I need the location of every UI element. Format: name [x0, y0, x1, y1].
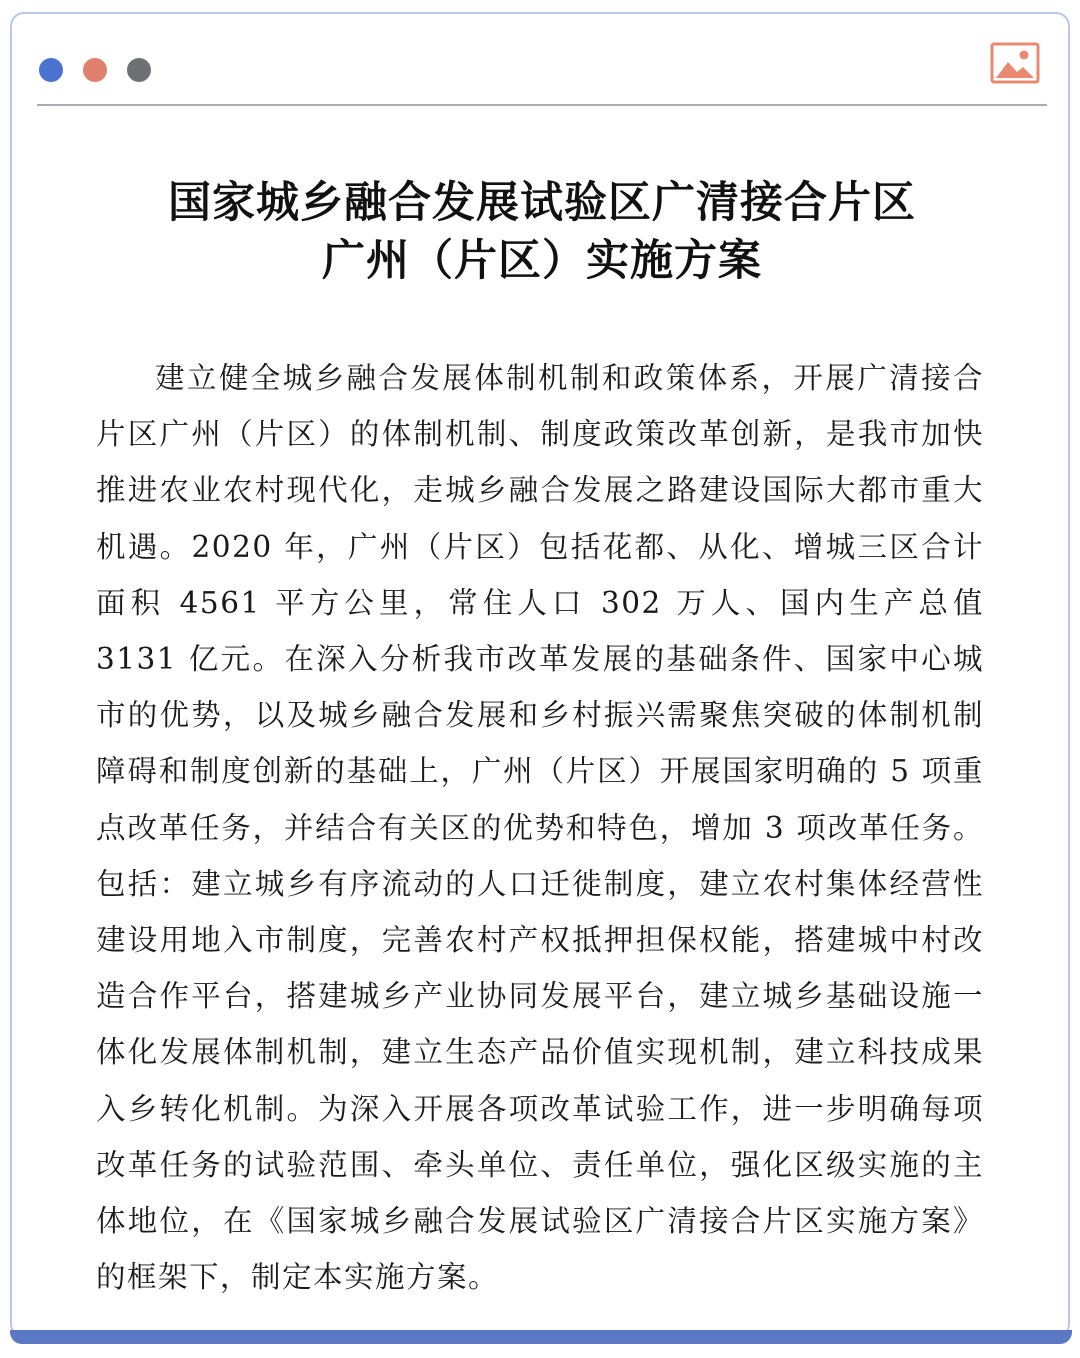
title-line-1: 国家城乡融合发展试验区广清接合片区 — [168, 178, 916, 228]
image-icon — [990, 42, 1040, 84]
window-dots — [39, 58, 151, 82]
document-card — [10, 12, 1070, 1338]
body-paragraph: 建立健全城乡融合发展体制机制和政策体系，开展广清接合片区广州（片区）的体制机制、制度政策改革创新，是我市加快推进农业农村现代化，走城乡融合发展之路建设国际大都市重大机遇。2020 年，广州（片区）包括花都、从化、增城三区合计面积 4561 平方公里，常住人口 302 万人、国内生产总值 3131 亿元。在深入分析我市改革发展的基础条件、国家中心城市的优势，以及城乡融合发展和乡村振兴需聚焦突破的体制机制障碍和制度创新的基础上，广州（片区）开展国家明确的 5 项重点改革任务，并结合有关区的优势和特色，增加 3 项改革任务。包括：建立城乡有序流动的人口迁徙制度，建立农村集体经营性建设用地入市制度，完善农村产权抵押担保权能，搭建城中村改造合作平台，搭建城乡产业协同发展平台，建立城乡基础设施一体化发展体制机制，建立生态产品价值实现机制，建立科技成果入乡转化机制。为深入开展各项改革试验工作，进一步明确每项改革任务的试验范围、牵头单位、责任单位，强化区级实施的主体地位，在《国家城乡融合发展试验区广清接合片区实施方案》的框架下，制定本实施方案。 — [96, 361, 985, 1295]
coral-dot-icon — [83, 58, 107, 82]
document-title — [12, 174, 1072, 290]
bottom-accent-bar — [10, 1330, 1072, 1344]
header-divider — [37, 104, 1047, 106]
blue-dot-icon — [39, 58, 63, 82]
gray-dot-icon — [127, 58, 151, 82]
title-line-2: 广州（片区）实施方案 — [322, 236, 762, 286]
